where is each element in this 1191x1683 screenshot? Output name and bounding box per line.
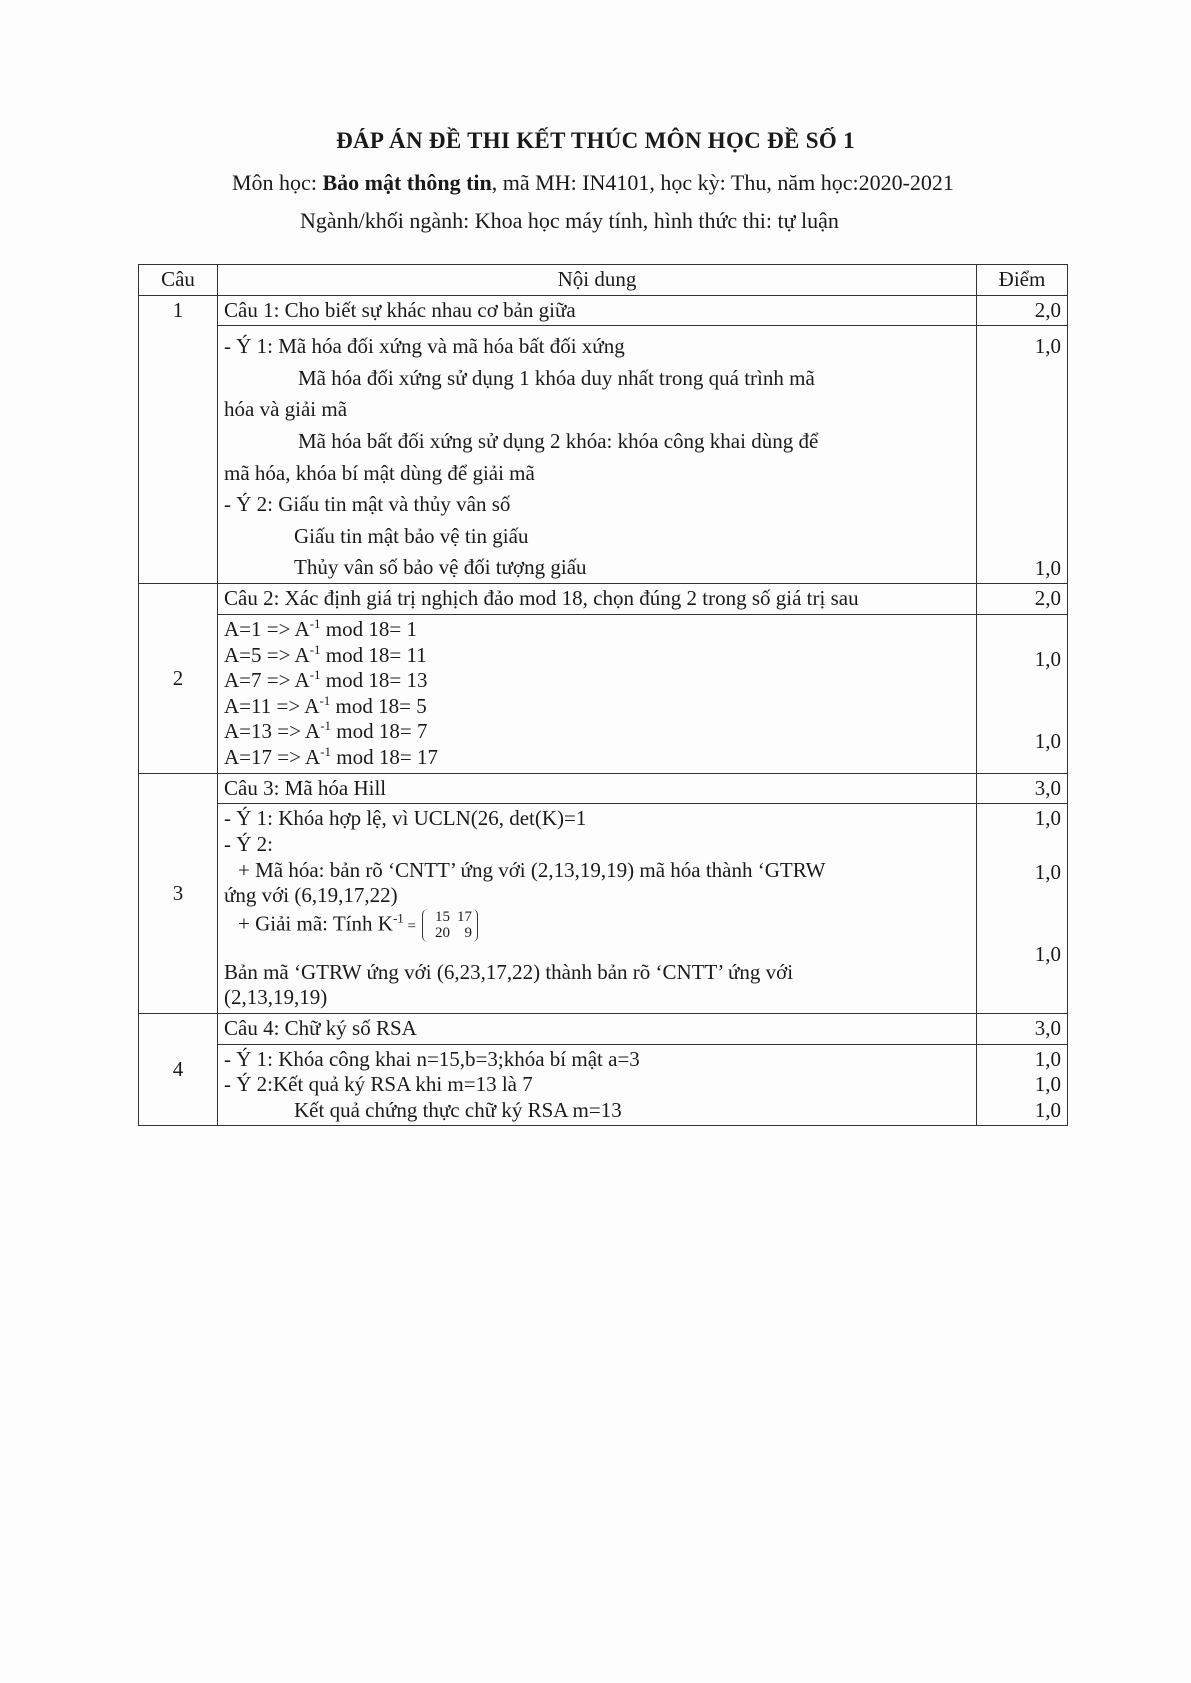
q3-cipher1: Bản mã ‘GTRW ứng với (6,23,17,22) thành bản rõ ‘CNTT’ ứng với [224,959,794,984]
q1-body [218,326,977,584]
q2-line-2-pre: A=5 => A [224,642,310,667]
matrix-cell: 20 [435,925,450,942]
q3-enc1: + Mã hóa: bản rõ ‘CNTT’ ứng với (2,13,19,19) mã hóa thành ‘GTRW [238,857,826,882]
q2-line [224,719,970,745]
q3-heading: Câu 3: Mã hóa Hill [218,773,977,804]
q2-line [224,617,970,643]
q2-line-3-sup: -1 [309,667,321,683]
q3-enc2: ứng với (6,19,17,22) [224,883,398,908]
q1-number: 1 [139,295,218,584]
q1-y2-title: - Ý 2: Giấu tin mật và thủy vân số [224,492,511,517]
q4-y3: Kết quả chứng thực chữ ký RSA m=13 [294,1097,622,1122]
q3-heading-row [139,773,1068,804]
header-noidung: Nội dung [218,265,977,296]
q2-line-6-post: mod 18= 17 [331,745,438,770]
q2-score-a: 1,0 [1034,647,1061,672]
q2-line [224,668,970,694]
q1-y1-a2: hóa và giải mã [224,397,348,422]
q2-line-4-post: mod 18= 5 [330,693,427,718]
q1-heading-row [139,295,1068,326]
q2-line-3-pre: A=7 => A [224,668,310,693]
header-diem: Điểm [977,265,1068,296]
q2-line [224,643,970,669]
page-title: ĐÁP ÁN ĐỀ THI KẾT THÚC MÔN HỌC ĐỀ SỐ 1 [336,128,855,153]
q2-line-1-pre: A=1 => A [224,617,310,642]
q2-heading-score: 2,0 [977,584,1068,615]
q2-line [224,694,970,720]
q4-y2: - Ý 2:Kết quả ký RSA khi m=13 là 7 [224,1072,533,1097]
q1-heading-score: 2,0 [977,295,1068,326]
q3-scores [977,804,1068,1014]
faculty-line: Ngành/khối ngành: Khoa học máy tính, hình thức thi: tự luận [300,208,839,233]
q4-y1: - Ý 1: Khóa công khai n=15,b=3;khóa bí mật a=3 [224,1046,640,1071]
q1-y2-b: Thủy vân số bảo vệ đối tượng giấu [294,555,587,580]
subject-name: Bảo mật thông tin [322,170,492,195]
q2-heading-row [139,584,1068,615]
q3-body [218,804,977,1014]
q2-line [224,745,970,771]
q4-scores [977,1044,1068,1126]
q3-y1: - Ý 1: Khóa hợp lệ, vì UCLN(26, det(K)=1 [224,806,587,831]
q2-line-1-sup: -1 [309,616,321,632]
q1-y1-a1: Mã hóa đối xứng sử dụng 1 khóa duy nhất trong quá trình mã [298,365,815,390]
q3-dec-eq: = [403,918,416,935]
q2-number: 2 [139,584,218,773]
q3-heading-score: 3,0 [977,773,1068,804]
q4-score-y1: 1,0 [1034,1046,1061,1071]
subject-line [232,170,954,196]
matrix-cell: 9 [464,925,472,942]
q2-line-4-pre: A=11 => A [224,693,320,718]
q1-heading: Câu 1: Cho biết sự khác nhau cơ bản giữa [218,295,977,326]
q2-line-4-sup: -1 [319,692,331,708]
q1-y1-title: - Ý 1: Mã hóa đối xứng và mã hóa bất đối xứng [224,334,625,359]
q4-heading: Câu 4: Chữ ký số RSA [218,1013,977,1044]
q2-line-6-sup: -1 [320,744,332,760]
q2-body-row [139,615,1068,774]
q2-score-b: 1,0 [1034,728,1061,753]
table-header-row [139,265,1068,296]
q1-y1-b1: Mã hóa bất đối xứng sử dụng 2 khóa: khóa công khai dùng để [298,429,819,454]
q2-scores [977,615,1068,774]
q3-number: 3 [139,773,218,1013]
q2-line-5-pre: A=13 => A [224,719,321,744]
q4-score-y3: 1,0 [1034,1097,1061,1122]
q2-line-5-sup: -1 [320,718,332,734]
q1-body-row [139,326,1068,584]
q3-y2: - Ý 2: [224,831,273,856]
q3-score-dec: 1,0 [1034,941,1061,966]
q2-line-2-post: mod 18= 11 [320,642,427,667]
q2-line-6-pre: A=17 => A [224,745,321,770]
matrix-cell: 17 [457,908,472,925]
q4-heading-score: 3,0 [977,1013,1068,1044]
subject-suffix: , mã MH: IN4101, học kỳ: Thu, năm học:2020-2021 [491,170,954,195]
q2-line-5-post: mod 18= 7 [331,719,428,744]
q3-body-row [139,804,1068,1014]
q2-line-2-sup: -1 [309,641,321,657]
q2-line-3-post: mod 18= 13 [320,668,428,693]
q3-score-enc: 1,0 [1034,859,1061,884]
q3-dec-pre: + Giải mã: Tính K [238,911,393,936]
q2-heading: Câu 2: Xác định giá trị nghịch đảo mod 18, chọn đúng 2 trong số giá trị sau [218,584,977,615]
q3-dec [224,909,970,942]
q1-score-y1: 1,0 [1034,334,1061,359]
answer-table [138,264,1068,1126]
q4-body [218,1044,977,1126]
subject-prefix: Môn học: [232,170,323,195]
q3-cipher2: (2,13,19,19) [224,985,328,1010]
q1-y2-a: Giấu tin mật bảo vệ tin giấu [294,523,529,548]
matrix-cell: 15 [435,908,450,925]
q1-score-y2: 1,0 [1034,555,1061,580]
q3-score-y1: 1,0 [1034,806,1061,831]
q1-scores [977,326,1068,584]
header-cau: Câu [139,265,218,296]
q4-number: 4 [139,1013,218,1125]
q4-heading-row [139,1013,1068,1044]
k-inverse-matrix [422,909,478,942]
q3-dec-sup: -1 [392,910,404,926]
q2-body [218,615,977,774]
q4-score-y2: 1,0 [1034,1072,1061,1097]
q4-body-row [139,1044,1068,1126]
q2-line-1-post: mod 18= 1 [320,617,417,642]
q1-y1-b2: mã hóa, khóa bí mật dùng để giải mã [224,460,535,485]
